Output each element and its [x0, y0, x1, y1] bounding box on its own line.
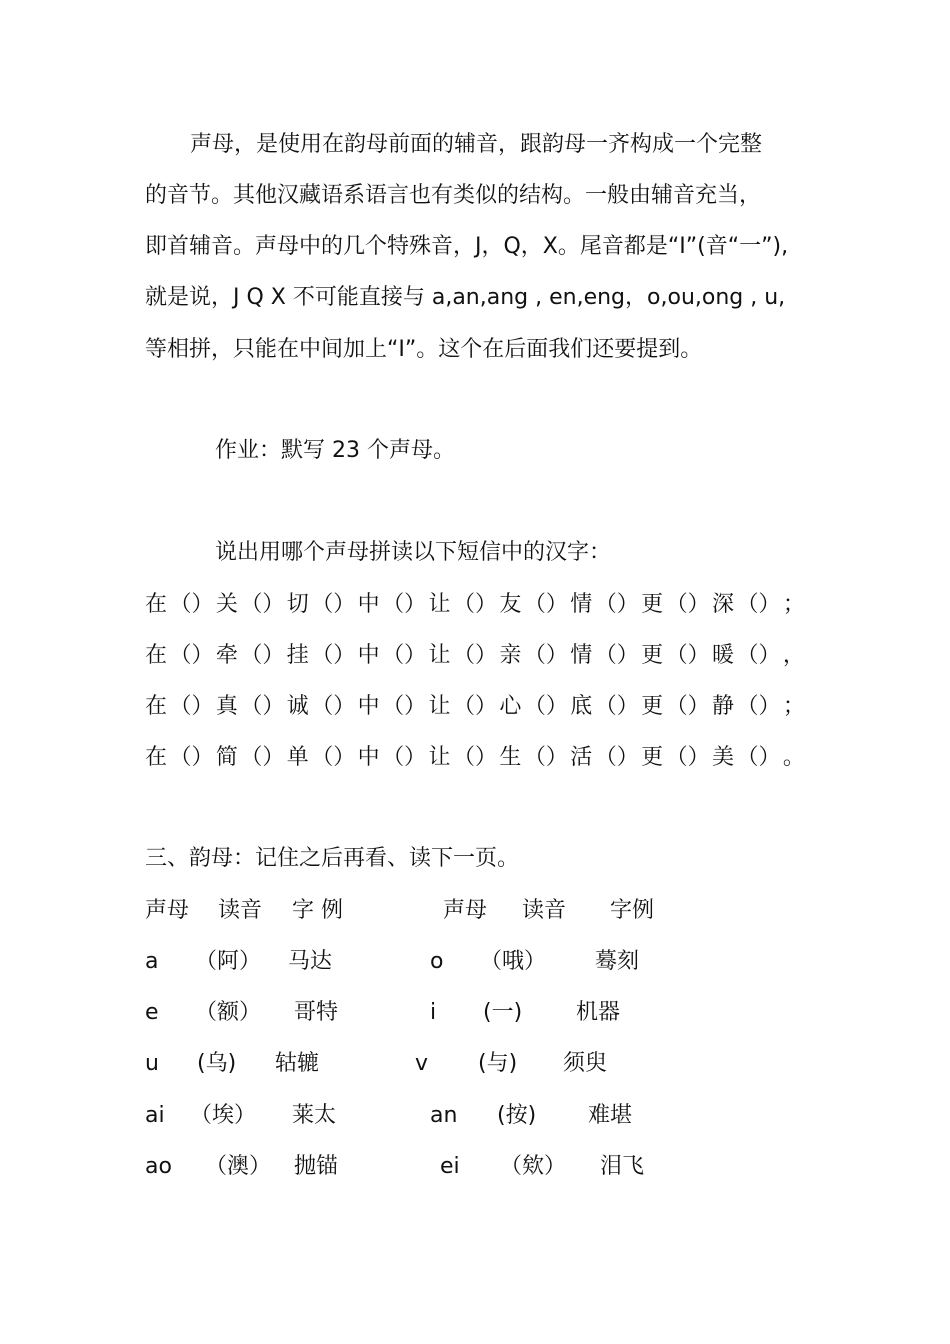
exercise-char: 牵 [215, 643, 238, 668]
blank-parens: （） [665, 694, 710, 719]
blank-parens: （） [382, 592, 427, 617]
exercise-char: 更 [641, 745, 664, 770]
final-example: 马达 [288, 949, 333, 974]
section-heading: 三、韵母：记住之后再看、读下一页。 [145, 846, 520, 871]
final-example: 机器 [576, 1000, 621, 1025]
exercise-char: 亲 [499, 643, 522, 668]
final-symbol: u [145, 1051, 159, 1076]
exercise-char: 中 [357, 694, 380, 719]
blank-parens: （） [382, 694, 427, 719]
exercise-char: ； [782, 592, 805, 617]
blank-parens: （） [594, 694, 639, 719]
blank-parens: （） [311, 592, 356, 617]
blank-parens: （） [169, 745, 214, 770]
final-example: 抛锚 [294, 1154, 339, 1179]
exercise-char: ， [782, 643, 805, 668]
intro-line: 声母，是使用在韵母前面的辅音，跟韵母一齐构成一个完整 [190, 132, 763, 157]
final-reading: （额） [195, 1000, 262, 1025]
exercise-char: 真 [215, 694, 238, 719]
exercise-char: 底 [570, 694, 593, 719]
final-symbol: an [430, 1103, 458, 1128]
blank-parens: （） [452, 592, 497, 617]
blank-parens: （） [523, 694, 568, 719]
exercise-char: 。 [782, 745, 805, 770]
final-symbol: a [145, 949, 159, 974]
exercise-row [145, 742, 805, 774]
final-symbol: ai [145, 1103, 165, 1128]
blank-parens: （） [594, 643, 639, 668]
table-header-cell: 读音 [522, 898, 567, 923]
blank-parens: （） [311, 694, 356, 719]
final-reading: (按) [497, 1103, 537, 1128]
exercise-row [145, 589, 805, 621]
blank-parens: （） [452, 694, 497, 719]
final-reading: (与) [478, 1051, 518, 1076]
blank-parens: （） [523, 592, 568, 617]
final-reading: （阿） [195, 949, 262, 974]
blank-parens: （） [665, 745, 710, 770]
exercise-char: 心 [499, 694, 522, 719]
blank-parens: （） [452, 745, 497, 770]
exercise-char: 诚 [286, 694, 309, 719]
exercise-row [145, 640, 805, 672]
blank-parens: （） [169, 592, 214, 617]
exercise-char: ； [782, 694, 805, 719]
exercise-char: 让 [428, 592, 451, 617]
blank-parens: （） [594, 745, 639, 770]
exercise-char: 中 [357, 643, 380, 668]
final-example: 哥特 [294, 1000, 339, 1025]
blank-parens: （） [311, 643, 356, 668]
exercise-row [145, 691, 805, 723]
blank-parens: （） [665, 643, 710, 668]
final-reading: (乌) [197, 1051, 237, 1076]
exercise-char: 更 [641, 694, 664, 719]
table-header-cell: 声母 [145, 898, 190, 923]
table-header-cell: 读音 [218, 898, 263, 923]
final-example: 须臾 [563, 1051, 608, 1076]
exercise-char: 在 [145, 694, 168, 719]
blank-parens: （） [240, 694, 285, 719]
exercise-char: 在 [145, 592, 168, 617]
exercise-char: 更 [641, 643, 664, 668]
blank-parens: （） [736, 643, 781, 668]
blank-parens: （） [240, 592, 285, 617]
intro-line: 即首辅音。声母中的几个特殊音，J，Q，X。尾音都是“I”(音“一”), [145, 234, 789, 259]
exercise-char: 暖 [712, 643, 735, 668]
blank-parens: （） [665, 592, 710, 617]
table-header-cell: 字 例 [292, 898, 343, 923]
exercise-char: 美 [712, 745, 735, 770]
final-reading: （埃） [190, 1103, 257, 1128]
final-symbol: o [430, 949, 444, 974]
final-reading: （欸） [500, 1154, 567, 1179]
blank-parens: （） [240, 745, 285, 770]
final-example: 莱太 [292, 1103, 337, 1128]
final-reading: (一) [483, 1000, 523, 1025]
blank-parens: （） [311, 745, 356, 770]
exercise-char: 让 [428, 745, 451, 770]
exercise-char: 中 [357, 745, 380, 770]
final-symbol: ao [145, 1154, 172, 1179]
exercise-prompt: 说出用哪个声母拼读以下短信中的汉字： [215, 540, 612, 565]
exercise-char: 关 [215, 592, 238, 617]
final-example: 蓦刻 [595, 949, 640, 974]
exercise-char: 让 [428, 694, 451, 719]
exercise-char: 深 [712, 592, 735, 617]
final-reading: （澳） [205, 1154, 272, 1179]
blank-parens: （） [523, 745, 568, 770]
blank-parens: （） [382, 643, 427, 668]
final-symbol: e [145, 1000, 159, 1025]
final-symbol: ei [440, 1154, 460, 1179]
blank-parens: （） [736, 592, 781, 617]
homework-text: 作业：默写 23 个声母。 [215, 438, 455, 463]
exercise-char: 友 [499, 592, 522, 617]
exercise-char: 切 [286, 592, 309, 617]
exercise-char: 中 [357, 592, 380, 617]
exercise-char: 在 [145, 745, 168, 770]
exercise-char: 生 [499, 745, 522, 770]
exercise-char: 情 [570, 592, 593, 617]
exercise-char: 单 [286, 745, 309, 770]
final-reading: （哦） [480, 949, 547, 974]
blank-parens: （） [240, 643, 285, 668]
final-example: 难堪 [588, 1103, 633, 1128]
exercise-char: 静 [712, 694, 735, 719]
exercise-char: 在 [145, 643, 168, 668]
exercise-char: 活 [570, 745, 593, 770]
blank-parens: （） [169, 694, 214, 719]
blank-parens: （） [594, 592, 639, 617]
final-example: 轱辘 [275, 1051, 320, 1076]
blank-parens: （） [736, 694, 781, 719]
exercise-char: 挂 [286, 643, 309, 668]
exercise-char: 简 [215, 745, 238, 770]
intro-line: 的音节。其他汉藏语系语言也有类似的结构。一般由辅音充当， [145, 183, 762, 208]
table-header-cell: 声母 [443, 898, 488, 923]
table-header-cell: 字例 [610, 898, 655, 923]
blank-parens: （） [452, 643, 497, 668]
final-example: 泪飞 [600, 1154, 645, 1179]
blank-parens: （） [382, 745, 427, 770]
blank-parens: （） [169, 643, 214, 668]
exercise-char: 情 [570, 643, 593, 668]
intro-line: 就是说，J Q X 不可能直接与 a,an,ang , en,eng，o,ou,ong , u, [145, 285, 786, 310]
final-symbol: v [415, 1051, 429, 1076]
intro-line: 等相拼，只能在中间加上“I”。这个在后面我们还要提到。 [145, 337, 703, 362]
exercise-char: 让 [428, 643, 451, 668]
final-symbol: i [430, 1000, 437, 1025]
blank-parens: （） [523, 643, 568, 668]
exercise-char: 更 [641, 592, 664, 617]
blank-parens: （） [736, 745, 781, 770]
